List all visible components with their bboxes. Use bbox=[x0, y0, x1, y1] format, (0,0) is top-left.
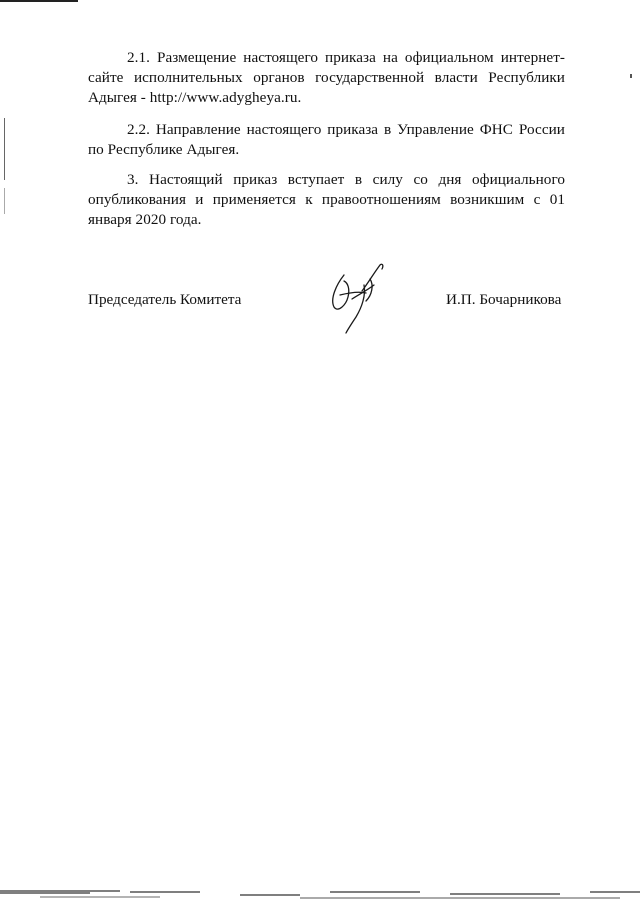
paragraph-2-1: 2.1. Размещение настоящего приказа на официальном интернет-сайте исполнительных органов государственной власти Республики Адыгея - http://www.adygheya.ru. bbox=[88, 49, 565, 106]
paragraph-3: 3. Настоящий приказ вступает в силу со дня официального опубликования и применяется к правоотношениям возникшим с 01 января 2020 года. bbox=[88, 171, 565, 228]
scan-artifact-left bbox=[4, 118, 5, 180]
scan-artifact-left-lower bbox=[4, 188, 5, 214]
signatory-name: И.П. Бочарникова bbox=[446, 291, 562, 308]
paragraph-2-2: 2.2. Направление настоящего приказа в Управление ФНС России по Республике Адыгея. bbox=[88, 121, 565, 158]
scan-artifact-right bbox=[630, 74, 632, 78]
scan-artifact-top bbox=[0, 0, 78, 2]
scan-artifact-bottom bbox=[0, 883, 640, 903]
handwritten-signature bbox=[322, 255, 392, 335]
signatory-title: Председатель Комитета bbox=[88, 291, 242, 308]
